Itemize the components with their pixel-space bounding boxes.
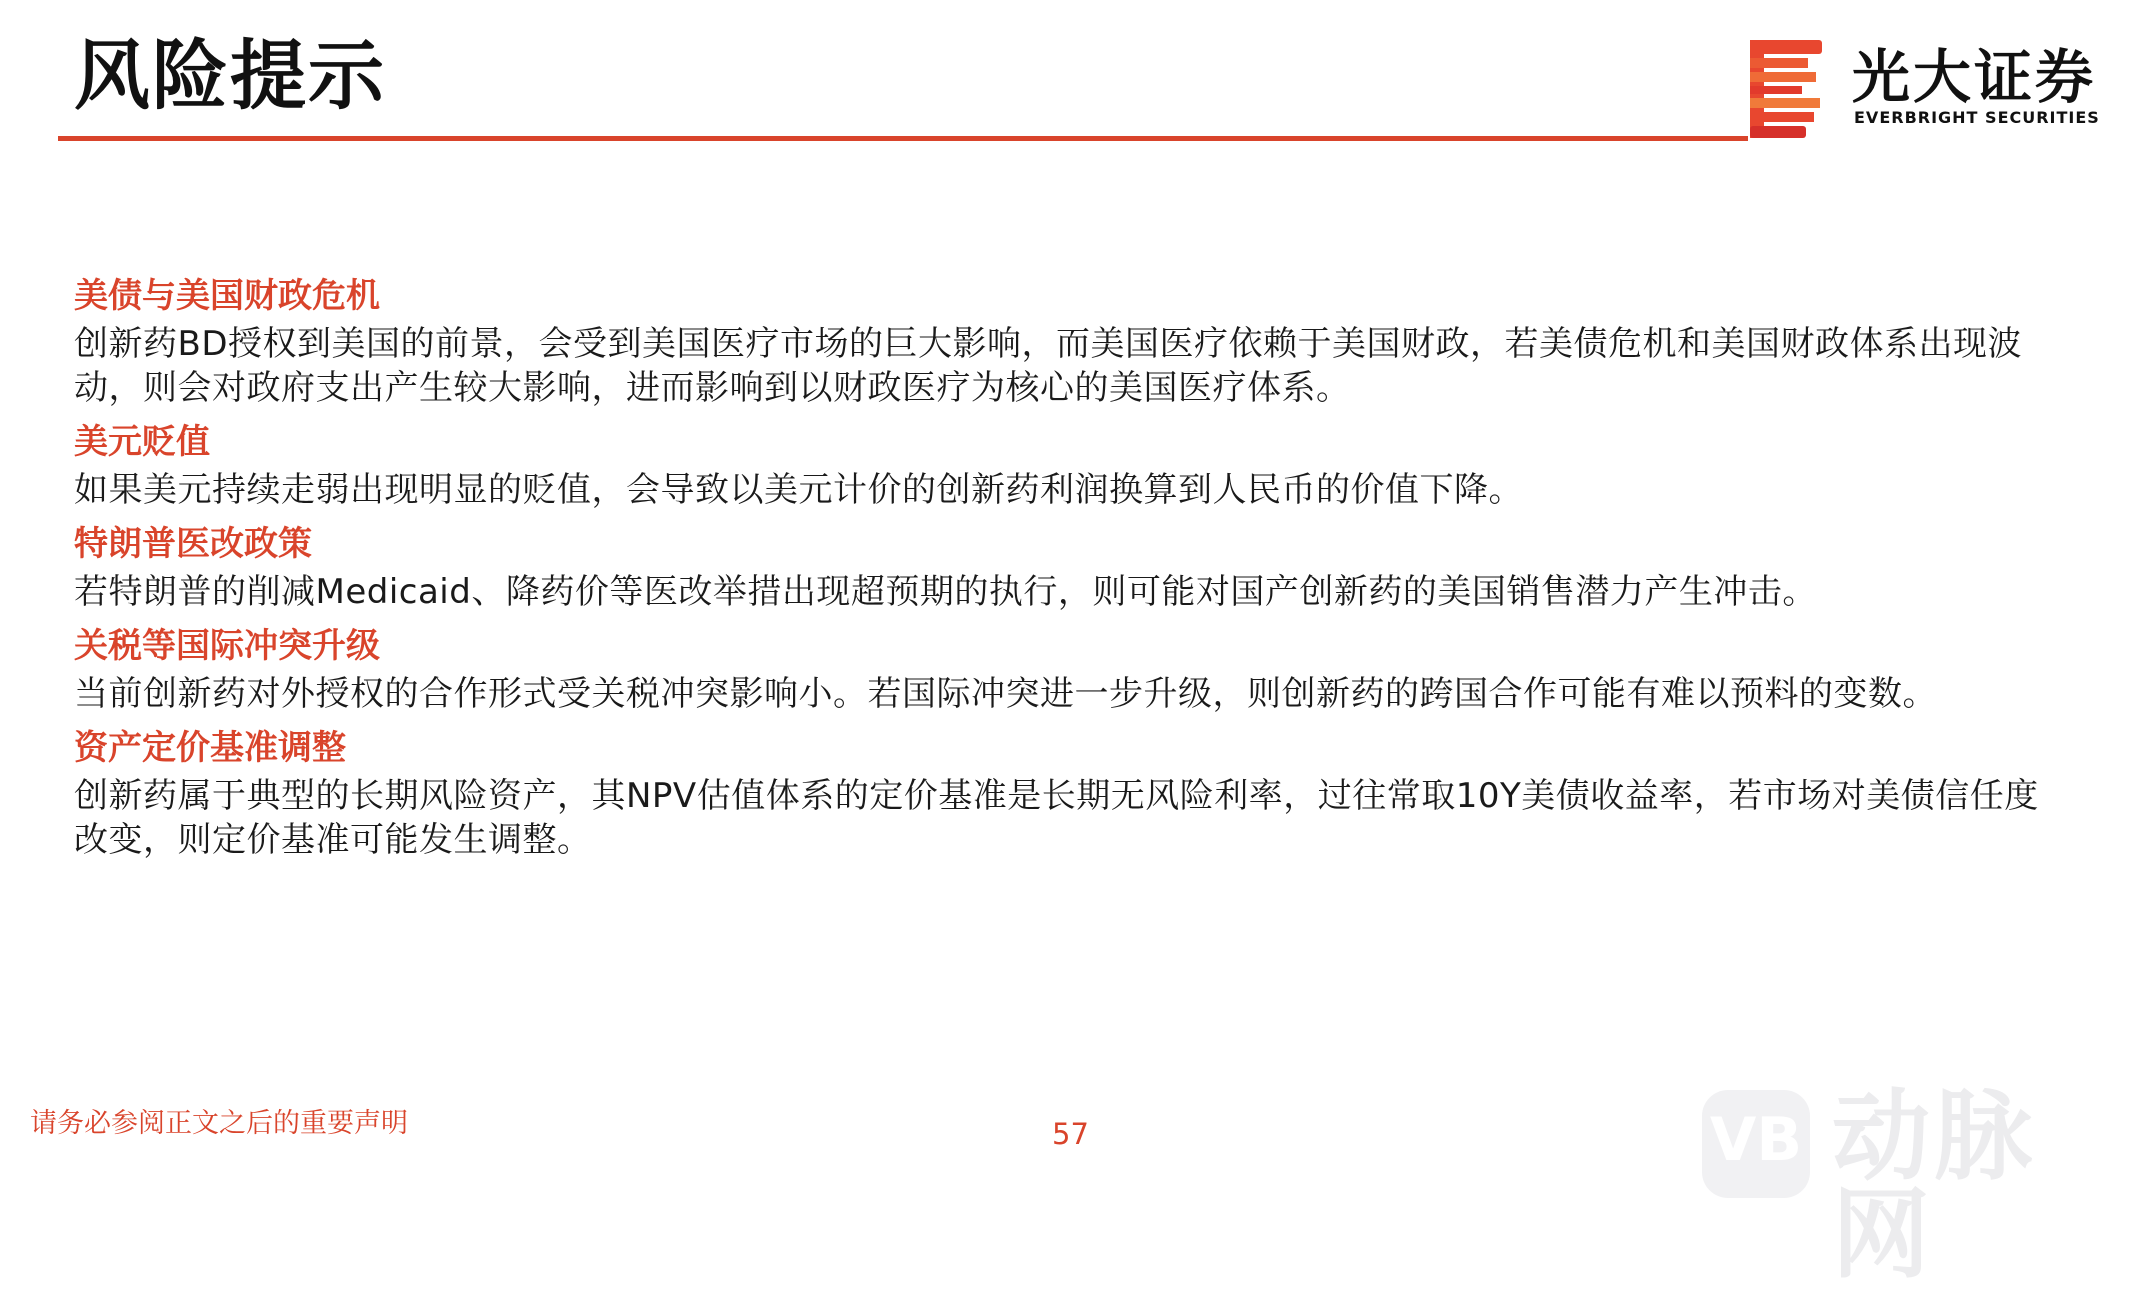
risk-item	[74, 722, 2064, 862]
logo-chinese-name: 光大证券	[1852, 43, 2097, 111]
section-body: 当前创新药对外授权的合作形式受关税冲突影响小。若国际冲突进一步升级，则创新药的跨国合作可能有难以预料的变数。	[74, 674, 1937, 714]
watermark-logo-icon	[1702, 1090, 1810, 1198]
risk-item	[74, 416, 2064, 512]
page-number: 57	[1052, 1117, 1089, 1151]
risk-item	[74, 620, 2064, 716]
everbright-logo-icon	[1750, 40, 1822, 138]
section-body: 如果美元持续走弱出现明显的贬值，会导致以美元计价的创新药利润换算到人民币的价值下降。	[74, 470, 1523, 510]
risk-item	[74, 518, 2064, 614]
logo-english-name: EVERBRIGHT SECURITIES	[1854, 108, 2100, 127]
section-heading: 资产定价基准调整	[74, 728, 346, 768]
title-divider	[58, 136, 1748, 141]
watermark-text: 动脉网	[1832, 1080, 2037, 1292]
risk-list	[74, 270, 2064, 868]
section-heading: 美元贬值	[74, 422, 210, 462]
section-heading: 美债与美国财政危机	[74, 276, 380, 316]
disclaimer-note: 请务必参阅正文之后的重要声明	[30, 1108, 408, 1139]
section-heading: 关税等国际冲突升级	[74, 626, 380, 666]
page-title: 风险提示	[74, 31, 386, 120]
section-heading: 特朗普医改政策	[74, 524, 312, 564]
section-body: 创新药BD授权到美国的前景，会受到美国医疗市场的巨大影响，而美国医疗依赖于美国财政，若美债危机和美国财政体系出现波动，则会对政府支出产生较大影响，进而影响到以财政医疗为核心的美国医疗体系。	[74, 324, 2023, 408]
watermark-icon-letters: VB	[1709, 1105, 1803, 1175]
risk-item	[74, 270, 2064, 410]
section-body: 若特朗普的削减Medicaid、降药价等医改举措出现超预期的执行，则可能对国产创新药的美国销售潜力产生冲击。	[74, 572, 1817, 612]
section-body: 创新药属于典型的长期风险资产，其NPV估值体系的定价基准是长期无风险利率，过往常取10Y美债收益率，若市场对美债信任度改变，则定价基准可能发生调整。	[74, 776, 2039, 860]
